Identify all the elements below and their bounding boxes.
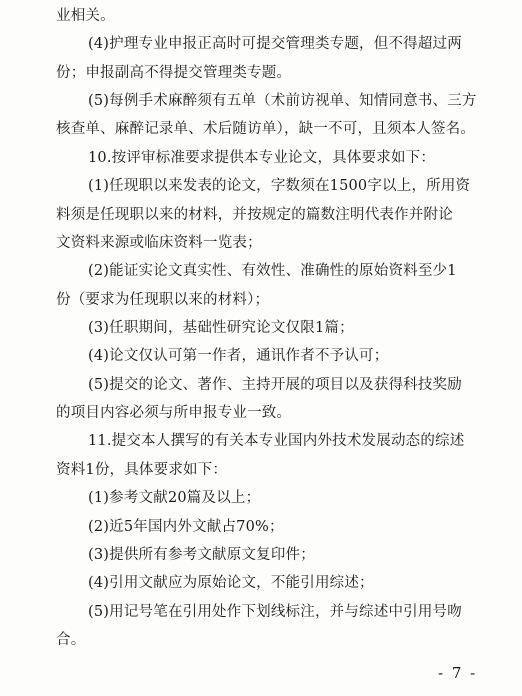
text-line-4: (5)每例手术麻醉须有五单（术前访视单、知情同意书、三方 <box>88 93 477 109</box>
text-line-20: (3)提供所有参考文献原文复印件； <box>88 547 315 563</box>
text-line-15: 的项目内容必须与所申报专业一致。 <box>56 405 292 421</box>
text-line-22: (5)用记号笔在引用处作下划线标注，并与综述中引用号吻 <box>88 604 462 620</box>
page-number: - 7 - <box>438 664 478 682</box>
text-line-7: (1)任现职以来发表的论文，字数须在1500字以上，所用资 <box>88 178 471 194</box>
text-line-11: 份（要求为任现职以来的材料）； <box>56 292 270 308</box>
text-line-18: (1)参考文献20篇及以上； <box>88 490 261 506</box>
text-line-13: (4)论文仅认可第一作者，通讯作者不予认可； <box>88 348 389 364</box>
text-line-9: 文资料来源或临床资料一览表； <box>56 235 262 251</box>
text-line-3: 份；申报副高不得提交管理类专题。 <box>56 65 292 81</box>
text-line-10: (2)能证实论文真实性、有效性、准确性的原始资料至少1 <box>88 263 457 279</box>
text-line-8: 料须是任现职以来的材料，并按规定的篇数注明代表作并附论 <box>56 207 453 223</box>
text-line-1: 业相关。 <box>56 8 115 24</box>
text-line-2: (4)护理专业申报正高时可提交管理类专题，但不得超过两 <box>88 36 462 52</box>
text-line-5: 核查单、麻醉记录单、术后随访单），缺一不可，且须本人签名。 <box>56 121 476 137</box>
text-line-23: 合。 <box>56 632 86 648</box>
text-line-6: 10.按评审标准要求提供本专业论文，具体要求如下： <box>88 150 436 166</box>
text-line-17: 资料1份，具体要求如下： <box>56 462 228 478</box>
text-line-21: (4)引用文献应为原始论文，不能引用综述； <box>88 575 374 591</box>
text-line-14: (5)提交的论文、著作、主持开展的项目以及获得科技奖励 <box>88 377 462 393</box>
text-line-19: (2)近5年国内外文献占70%； <box>88 519 284 535</box>
text-line-12: (3)任职期间，基础性研究论文仅限1篇； <box>88 320 354 336</box>
text-line-16: 11.提交本人撰写的有关本专业国内外技术发展动态的综述 <box>88 433 465 449</box>
